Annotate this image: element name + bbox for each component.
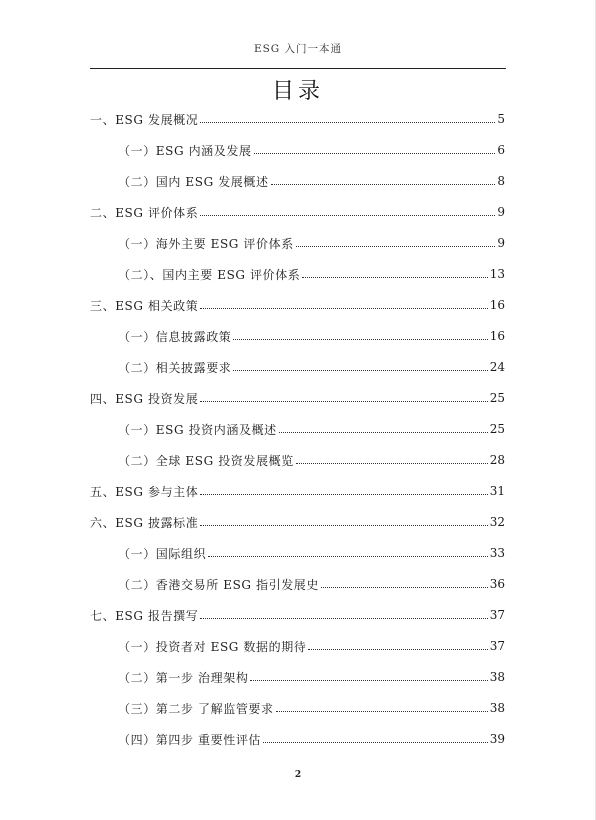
dot-leader <box>233 370 487 371</box>
dot-leader <box>250 680 487 681</box>
toc-entry-page: 13 <box>489 267 505 281</box>
toc-entry[interactable] <box>118 139 505 161</box>
toc-entry-page: 5 <box>497 112 505 126</box>
toc-entry[interactable] <box>118 449 505 471</box>
toc-entry[interactable] <box>118 542 505 564</box>
dot-leader <box>296 246 496 247</box>
toc-entry[interactable] <box>90 108 505 130</box>
dot-leader <box>200 401 487 402</box>
toc-entry-page: 36 <box>489 577 505 591</box>
toc-entry-page: 16 <box>489 298 505 312</box>
dot-leader <box>308 649 487 650</box>
toc-entry-label: （二）、国内主要 ESG 评价体系 <box>118 267 301 282</box>
dot-leader <box>321 587 488 588</box>
dot-leader <box>296 463 488 464</box>
toc-entry-page: 33 <box>489 546 505 560</box>
toc-entry-label: （二）相关披露要求 <box>118 360 232 375</box>
toc-entry[interactable] <box>90 511 505 533</box>
toc-entry[interactable] <box>118 573 505 595</box>
toc-entry-page: 25 <box>489 422 505 436</box>
toc-entry-label: （一）ESG 内涵及发展 <box>118 143 252 158</box>
page-number: 2 <box>294 770 302 780</box>
toc-entry[interactable] <box>118 697 505 719</box>
toc-entry-label: （二）第一步 治理架构 <box>118 670 249 685</box>
toc-entry-label: 七、ESG 报告撰写 <box>90 608 199 623</box>
toc-entry-page: 38 <box>489 670 505 684</box>
toc-entry[interactable] <box>118 170 505 192</box>
toc-entry-page: 37 <box>489 608 505 622</box>
toc-entry-label: （二）香港交易所 ESG 指引发展史 <box>118 577 319 592</box>
dot-leader <box>302 277 487 278</box>
toc-entry-label: 二、ESG 评价体系 <box>90 205 199 220</box>
toc-entry-label: （一）投资者对 ESG 数据的期待 <box>118 639 307 654</box>
toc-entry-page: 25 <box>489 391 505 405</box>
toc-entry-label: （二）国内 ESG 发展概述 <box>118 174 269 189</box>
toc-entry-page: 16 <box>489 329 505 343</box>
toc-entry-page: 32 <box>489 515 505 529</box>
toc-entry-page: 8 <box>497 174 505 188</box>
toc-entry-label: 五、ESG 参与主体 <box>90 484 199 499</box>
toc-entry-page: 24 <box>489 360 505 374</box>
toc-entry-page: 9 <box>497 205 505 219</box>
toc-entry[interactable] <box>118 325 505 347</box>
toc-entry-label: （一）国际组织 <box>118 546 207 561</box>
toc-title: 目录 <box>271 79 324 104</box>
toc-entry[interactable] <box>118 356 505 378</box>
dot-leader <box>254 153 496 154</box>
dot-leader <box>200 494 487 495</box>
dot-leader <box>271 184 496 185</box>
toc-entry[interactable] <box>118 418 505 440</box>
toc-entry-page: 38 <box>489 701 505 715</box>
toc-entry-label: （四）第四步 重要性评估 <box>118 732 262 747</box>
toc-entry[interactable] <box>118 232 505 254</box>
toc-entry-page: 28 <box>489 453 505 467</box>
dot-leader <box>263 742 488 743</box>
dot-leader <box>200 122 495 123</box>
toc-entry[interactable] <box>118 263 505 285</box>
toc-entry[interactable] <box>90 201 505 223</box>
dot-leader <box>233 339 487 340</box>
toc-entry-page: 39 <box>489 732 505 746</box>
toc-entry-page: 6 <box>497 143 505 157</box>
toc-entry-label: （一）ESG 投资内涵及概述 <box>118 422 277 437</box>
toc-entry[interactable] <box>90 604 505 626</box>
toc-entry-label: 六、ESG 披露标准 <box>90 515 199 530</box>
toc-entry-page: 31 <box>489 484 505 498</box>
toc-entry[interactable] <box>118 728 505 750</box>
toc-entry-label: （一）信息披露政策 <box>118 329 232 344</box>
header-rule <box>90 68 506 69</box>
running-header: ESG 入门一本通 <box>253 43 343 55</box>
dot-leader <box>279 432 488 433</box>
dot-leader <box>200 215 495 216</box>
toc-entry[interactable] <box>90 480 505 502</box>
toc-entry-label: 四、ESG 投资发展 <box>90 391 199 406</box>
toc-entry-label: （一）海外主要 ESG 评价体系 <box>118 236 294 251</box>
toc-entry[interactable] <box>90 294 505 316</box>
toc-entry-page: 9 <box>497 236 505 250</box>
dot-leader <box>276 711 488 712</box>
toc-entry[interactable] <box>118 666 505 688</box>
dot-leader <box>200 618 487 619</box>
toc-entry[interactable] <box>118 635 505 657</box>
toc-entry-label: （二）全球 ESG 投资发展概览 <box>118 453 294 468</box>
dot-leader <box>200 308 487 309</box>
dot-leader <box>200 525 487 526</box>
toc-entry[interactable] <box>90 387 505 409</box>
toc-entry-label: 一、ESG 发展概况 <box>90 112 199 127</box>
toc-entry-page: 37 <box>489 639 505 653</box>
dot-leader <box>208 556 488 557</box>
toc-entry-label: 三、ESG 相关政策 <box>90 298 199 313</box>
toc-entry-label: （三）第二步 了解监管要求 <box>118 701 274 716</box>
